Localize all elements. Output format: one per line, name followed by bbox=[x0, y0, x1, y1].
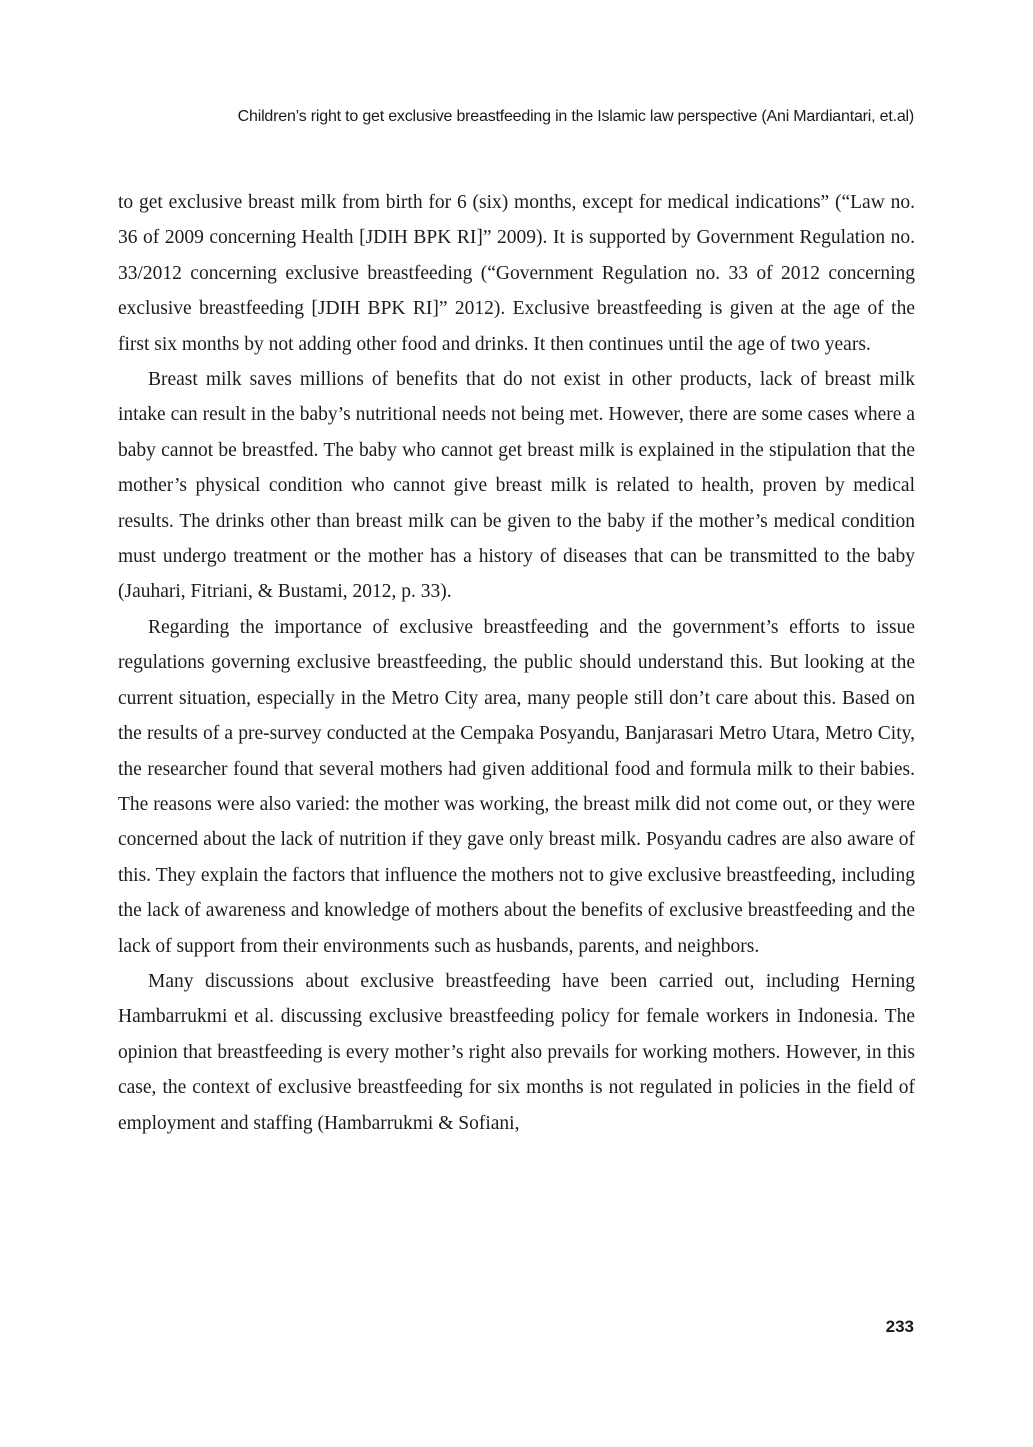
paragraph-3: Regarding the importance of exclusive breastfeeding and the government’s efforts to issue regulations governing exclusive breastfeeding, the public should understand this. But looking at the current situation, especially in the Metro City area, many people still don’t care about this. Based on the results of a pre-survey conducted at the Cempaka Posyandu, Banjarasari Metro Utara, Metro City, the researcher found that several mothers had given additional food and formula milk to their babies. The reasons were also varied: the mother was working, the breast milk did not come out, or they were concerned about the lack of nutrition if they gave only breast milk. Posyandu cadres are also aware of this. They explain the factors that influence the mothers not to give exclusive breastfeeding, including the lack of awareness and knowledge of mothers about the benefits of exclusive breastfeeding and the lack of support from their environments such as husbands, parents, and neighbors. bbox=[118, 616, 915, 957]
body-text bbox=[118, 185, 915, 1141]
paragraph-4: Many discussions about exclusive breastfeeding have been carried out, including Herning Hambarrukmi et al. discussing exclusive breastfeeding policy for female workers in Indonesia. The opinion that breastfeeding is every mother’s right also prevails for working mothers. However, in this case, the context of exclusive breastfeeding for six months is not regulated in policies in the field of employment and staffing (Hambarrukmi & Sofiani, bbox=[118, 970, 915, 1134]
running-header: Children’s right to get exclusive breastfeeding in the Islamic law perspective (Ani Mardiantari, et.al) bbox=[237, 108, 914, 125]
page-number: 233 bbox=[885, 1317, 914, 1336]
paragraph-1: to get exclusive breast milk from birth for 6 (six) months, except for medical indications” (“Law no. 36 of 2009 concerning Health [JDIH BPK RI]” 2009). It is supported by Government Regulation no. 33/2012 concerning exclusive breastfeeding (“Government Regulation no. 33 of 2012 concerning exclusive breastfeeding [JDIH BPK RI]” 2012). Exclusive breastfeeding is given at the age of the first six months by not adding other food and drinks. It then continues until the age of two years. bbox=[118, 192, 915, 355]
paragraph-2: Breast milk saves millions of benefits that do not exist in other products, lack of breast milk intake can result in the baby’s nutritional needs not being met. However, there are some cases where a baby cannot be breastfed. The baby who cannot get breast milk is explained in the stipulation that the mother’s physical condition who cannot give breast milk is related to health, proven by medical results. The drinks other than breast milk can be given to the baby if the mother’s medical condition must undergo treatment or the mother has a history of diseases that can be transmitted to the baby (Jauhari, Fitriani, & Bustami, 2012, p. 33). bbox=[118, 369, 915, 603]
